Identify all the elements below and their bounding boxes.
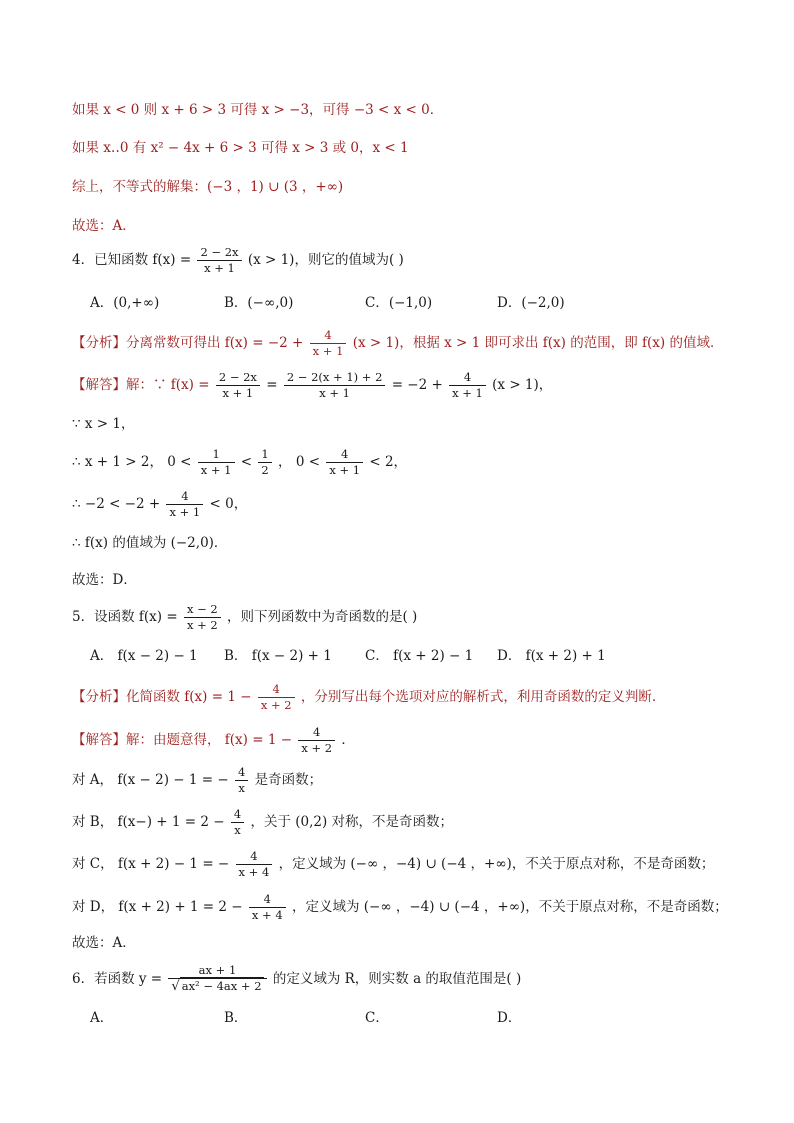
q5-analysis: 【分析】化简函数 f(x) = 1 − $\frac{4}{x + 2}$ ，分别写出每个选项对应的解析式，利用奇函数的定义判断． (72, 682, 666, 713)
q5-sol-fraction: $\frac{4}{x + 2}$ (298, 726, 335, 755)
q4-analysis: 【分析】分离常数可得出 f(x) = −2 + $\frac{4}{x + 1}$ (x > 1)，根据 x > 1 即可求出 f(x) 的范围，即 f(x) 的值域． (72, 328, 724, 359)
q4-step2-fraction-1: $\frac{1}{x + 1}$ (198, 448, 235, 477)
q5-case-d: 对 D， f(x + 2) + 1 = 2 − $\frac{4}{x + 4}$ ，定义域为 (−∞ ，−4) ∪ (−4 ，+∞)，不关于原点对称，不是奇函数； (72, 892, 728, 923)
q5-stem: 5．设函数 f(x) = $\frac{x - 2}{x + 2}$ ，则下列函数中为奇函数的是( ) (72, 602, 418, 633)
q6-stem: 6．若函数 y = $\frac{ax + 1}{\text{√ ax² − 4ax + 2}}$ 的定义域为 R，则实数 a 的取值范围是( ) (72, 963, 522, 995)
q4-option-b: B．(−∞,0) (224, 295, 294, 311)
q5-option-d: D． f(x + 2) + 1 (497, 648, 606, 664)
q5-option-a: A． f(x − 2) − 1 (90, 648, 198, 664)
q4-answer: 故选：D． (72, 572, 137, 588)
q4-stem: 4．已知函数 f(x) = $\frac{2 - 2x}{x + 1}$ (x > 1)，则它的值域为( ) (72, 245, 404, 276)
q5-answer: 故选：A． (72, 935, 136, 951)
q5-case-b: 对 B， f(x−) + 1 = 2 − $\frac{4}{x}$ ，关于 (0,2) 对称，不是奇函数； (72, 807, 454, 838)
q4-sol-fraction-1: $\frac{2 - 2x}{x + 1}$ (216, 371, 260, 400)
q5-stem-fraction: $\frac{x - 2}{x + 2}$ (184, 603, 221, 632)
q3-line-3: 综上，不等式的解集：(−3 ，1) ∪ (3 ，+∞) (72, 179, 344, 195)
q4-option-d: D．(−2,0) (497, 295, 565, 311)
q5-analysis-fraction: $\frac{4}{x + 2}$ (258, 683, 295, 712)
q4-analysis-fraction: $\frac{4}{x + 1}$ (310, 329, 347, 358)
q4-option-c: C．(−1,0) (365, 295, 433, 311)
q5-solution: 【解答】解：由题意得， f(x) = 1 − $\frac{4}{x + 2}$ ． (72, 725, 355, 756)
q3-line-2: 如果 x‥0 有 x² − 4x + 6 > 3 可得 x > 3 或 0，x < 1 (72, 140, 409, 156)
q5-case-a: 对 A， f(x − 2) − 1 = − $\frac{4}{x}$ 是奇函数； (72, 765, 323, 796)
q4-sol-fraction-3: $\frac{4}{x + 1}$ (449, 371, 486, 400)
q4-option-a: A．(0,+∞) (90, 295, 160, 311)
q5-case-b-fraction: $\frac{4}{x}$ (231, 808, 244, 837)
q4-step-1: ∵ x > 1， (72, 416, 135, 432)
q5-case-c-fraction: $\frac{4}{x + 4}$ (236, 850, 273, 879)
q4-step3-fraction: $\frac{4}{x + 1}$ (166, 490, 203, 519)
sqrt-icon: √ (171, 979, 180, 995)
q6-option-d: D． (497, 1010, 522, 1026)
q4-step2-fraction-2: $\frac{1}{2}$ (258, 448, 271, 477)
q3-answer: 故选：A． (72, 218, 136, 234)
q5-option-c: C． f(x + 2) − 1 (365, 648, 474, 664)
q5-case-d-fraction: $\frac{4}{x + 4}$ (249, 893, 286, 922)
q3-line-1: 如果 x < 0 则 x + 6 > 3 可得 x > −3，可得 −3 < x < 0． (72, 102, 444, 118)
q4-step-2: ∴ x + 1 > 2， 0 < $\frac{1}{x + 1}$ < $\frac{1}{2}$ ， 0 < $\frac{4}{x + 1}$ < 2， (72, 447, 408, 478)
q5-case-a-fraction: $\frac{4}{x}$ (235, 766, 248, 795)
q6-stem-fraction: $\frac{ax + 1}{\text{√ ax² − 4ax + 2}}$ (168, 964, 266, 995)
q5-case-c: 对 C， f(x + 2) − 1 = − $\frac{4}{x + 4}$ ，定义域为 (−∞ ，−4) ∪ (−4 ，+∞)，不关于原点对称，不是奇函数； (72, 849, 715, 880)
q4-step-4: ∴ f(x) 的值域为 (−2,0)． (72, 535, 228, 551)
q4-step2-fraction-3: $\frac{4}{x + 1}$ (326, 448, 363, 477)
q6-option-a: A． (90, 1010, 114, 1026)
q5-option-b: B． f(x − 2) + 1 (224, 648, 332, 664)
q6-option-b: B． (224, 1010, 248, 1026)
q4-sol-fraction-2: $\frac{2 - 2(x + 1) + 2}{x + 1}$ (284, 371, 386, 400)
q4-solution-line-1: 【解答】解：∵ f(x) = $\frac{2 - 2x}{x + 1}$ = $\frac{2 - 2(x + 1) + 2}{x + 1}$ = −2 + $\frac{4}{x + 1}$ (x > 1)， (72, 370, 553, 401)
q4-step-3: ∴ −2 < −2 + $\frac{4}{x + 1}$ < 0， (72, 489, 248, 520)
q6-option-c: C． (365, 1010, 389, 1026)
q4-stem-fraction: $\frac{2 - 2x}{x + 1}$ (197, 246, 241, 275)
